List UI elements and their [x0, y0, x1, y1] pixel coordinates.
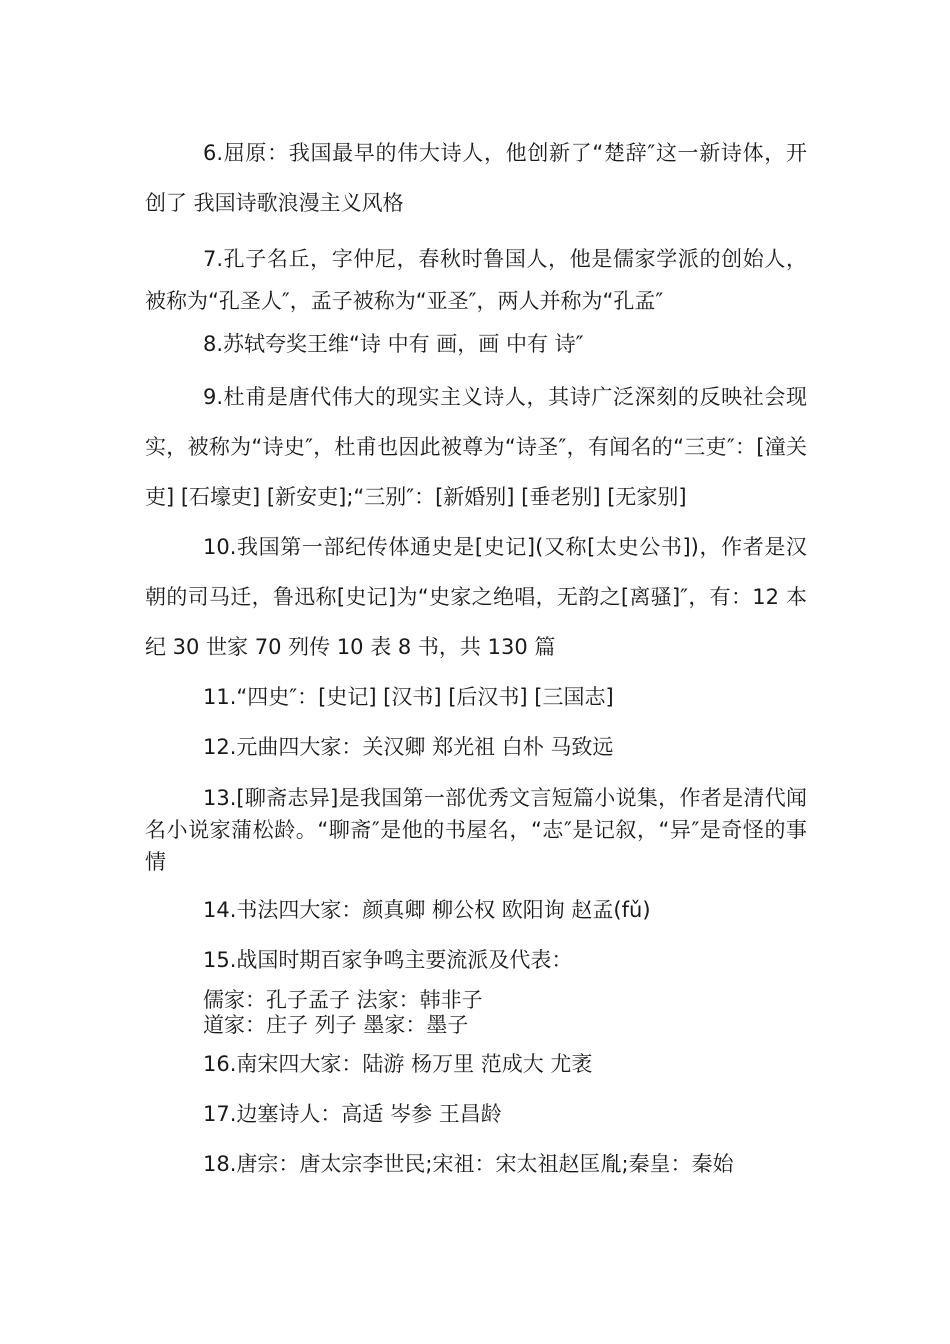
paragraph-7: 7.孔子名丘，字仲尼，春秋时鲁国人，他是儒家学派的创始人，被称为“孔圣人″，孟子被称为“亚圣″，两人并称为“孔孟″	[145, 247, 807, 313]
paragraph-10: 10.我国第一部纪传体通史是[史记](又称[太史公书])，作者是汉朝的司马迁，鲁迅称[史记]为“史家之绝唱，无韵之[离骚]″，有：12 本纪 30 世家 70 列传 10 表 8 书，共 130 篇	[145, 535, 807, 659]
paragraph-17: 17.边塞诗人：高适 岑参 王昌龄	[203, 1102, 502, 1126]
paragraph-8: 8.苏轼夸奖王维“诗 中有 画，画 中有 诗″	[203, 332, 584, 356]
paragraph-14: 14.书法四大家：颜真卿 柳公权 欧阳询 赵孟(fǔ)	[203, 898, 651, 922]
paragraph-11: 11.“四史″：[史记] [汉书] [后汉书] [三国志]	[203, 685, 614, 709]
paragraph-18: 18.唐宗：唐太宗李世民;宋祖：宋太祖赵匡胤;秦皇：秦始	[203, 1152, 734, 1176]
paragraph-13: 13.[聊斋志异]是我国第一部优秀文言短篇小说集，作者是清代闻名小说家蒲松龄。“聊斋″是他的书屋名，“志″是记叙，“异″是奇怪的事情	[145, 786, 807, 874]
document-page	[145, 128, 807, 1184]
paragraph-6: 6.屈原：我国最早的伟大诗人，他创新了“楚辞″这一新诗体，开创了 我国诗歌浪漫主义风格	[145, 141, 807, 215]
paragraph-16: 16.南宋四大家：陆游 杨万里 范成大 尤袤	[203, 1052, 593, 1076]
paragraph-15: 15.战国时期百家争鸣主要流派及代表：	[203, 948, 573, 972]
paragraph-12: 12.元曲四大家：关汉卿 郑光祖 白朴 马致远	[203, 735, 614, 759]
schools-line-2: 道家：庄子 列子 墨家：墨子	[203, 1013, 469, 1037]
schools-line-1: 儒家：孔子孟子 法家：韩非子	[203, 988, 483, 1012]
paragraph-9: 9.杜甫是唐代伟大的现实主义诗人，其诗广泛深刻的反映社会现实，被称为“诗史″，杜甫也因此被尊为“诗圣″，有闻名的“三吏″：[潼关吏] [石壕吏] [新安吏];“三别″：[新婚别] [垂老别] [无家别]	[145, 385, 807, 509]
